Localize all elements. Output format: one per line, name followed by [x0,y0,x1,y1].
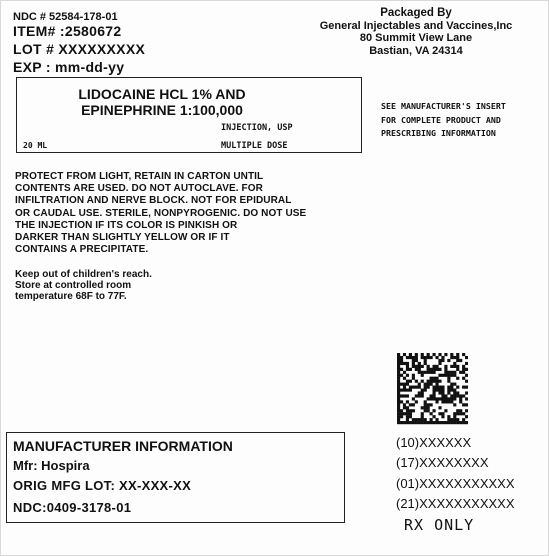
gs1-expiry: (17)XXXXXXXX [396,455,489,470]
storage-text [15,269,152,302]
warning-line: CONTAINS A PRECIPITATE. [15,244,149,256]
storage-line: temperature 68F to 77F. [15,291,127,302]
gs1-gtin: (01)XXXXXXXXXXX [396,476,515,491]
warning-line: DARKER THAN SLIGHTLY YELLOW OR IF IT [15,232,230,244]
storage-line: Store at controlled room [15,280,132,291]
expiration-date: EXP : mm-dd-yy [13,59,125,75]
warning-line: CONTENTS ARE USED. DO NOT AUTOCLAVE. FOR [15,183,263,195]
drug-name [17,86,307,118]
manufacturer-box [6,432,345,523]
manufacturer-name: Mfr: Hospira [13,458,90,473]
dose-type: MULTIPLE DOSE [221,141,288,151]
gs1-lot: (10)XXXXXX [396,435,472,450]
packager-city: Bastian, VA 24314 [369,44,463,57]
warning-line: INFILTRATION AND NERVE BLOCK. NOT FOR EPIDURAL [15,195,292,207]
gs1-serial: (21)XXXXXXXXXXX [396,496,515,511]
product-box [16,77,362,153]
warning-line: PROTECT FROM LIGHT, RETAIN IN CARTON UNTIL [15,171,264,182]
drug-name-line-2: EPINEPHRINE 1:100,000 [81,102,243,118]
insert-note-line: PRESCRIBING INFORMATION [381,128,496,138]
volume: 20 ML [23,141,48,150]
storage-line: Keep out of children's reach. [15,269,152,280]
manufacturer-title: MANUFACTURER INFORMATION [13,438,233,454]
lot-number: LOT # XXXXXXXXX [13,41,146,57]
dosage-form: INJECTION, USP [221,123,293,133]
rx-only: RX ONLY [404,516,475,534]
packager-street: 80 Summit View Lane [359,32,473,44]
insert-note-line: SEE MANUFACTURER'S INSERT [381,101,506,111]
insert-note-line: FOR COMPLETE PRODUCT AND [381,114,501,125]
packager-heading: Packaged By [380,7,452,19]
original-lot: ORIG MFG LOT: XX-XXX-XX [13,478,192,493]
warning-line: THE INJECTION IF ITS COLOR IS PINKISH OR [15,219,238,231]
manufacturer-ndc: NDC:0409-3178-01 [13,500,132,515]
ndc-number: NDC # 52584-178-01 [13,11,118,23]
drug-name-line-1: LIDOCAINE HCL 1% AND [78,86,246,102]
warning-line: OR CAUDAL USE. STERILE, NONPYROGENIC. DO NOT USE [15,207,307,219]
packager-name: General Injectables and Vaccines,Inc [319,19,513,32]
insert-note [381,100,506,141]
packager-info [301,7,531,57]
datamatrix-barcode-icon [397,353,468,425]
item-number: ITEM# :2580672 [13,23,122,39]
warnings-text [15,171,306,256]
